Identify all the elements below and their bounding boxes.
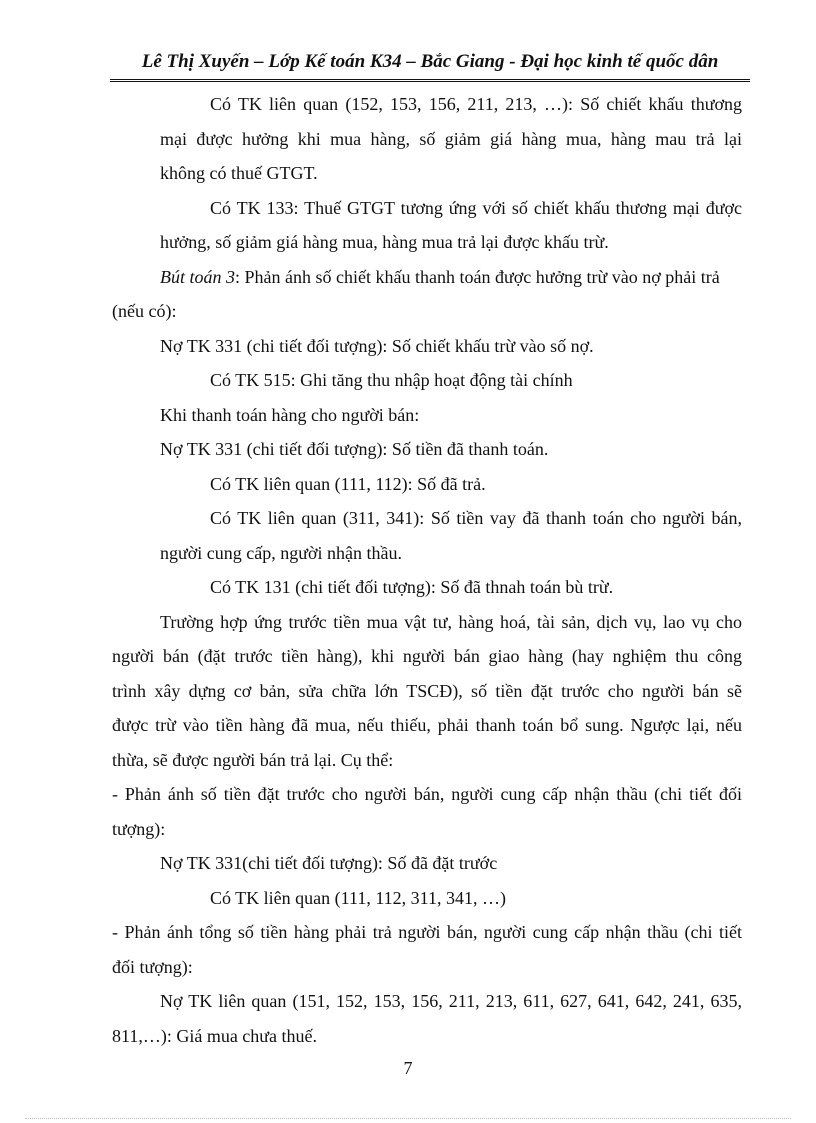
text-line: người bán (đặt trước tiền hàng), khi người bán giao hàng (hay nghiệm thu công <box>112 646 742 666</box>
text-line <box>160 264 720 290</box>
text-line: Có TK 133: Thuế GTGT tương ứng với số chiết khấu thương mại được <box>210 198 742 218</box>
text-line: Có TK liên quan (111, 112, 311, 341, …) <box>210 888 506 908</box>
text-line: trình xây dựng cơ bản, sửa chữa lớn TSCĐ), số tiền đặt trước cho người bán sẽ <box>112 681 742 701</box>
text-line: tượng): <box>112 819 166 839</box>
text-line: Có TK 131 (chi tiết đối tượng): Số đã thnah toán bù trừ. <box>210 577 614 597</box>
page-number: 7 <box>403 1058 413 1078</box>
text-line: Nợ TK 331(chi tiết đối tượng): Số đã đặt trước <box>160 853 498 873</box>
page-bottom-border <box>25 1118 791 1119</box>
text-line: không có thuế GTGT. <box>160 163 318 183</box>
text-line: thừa, sẽ được người bán trả lại. Cụ thể: <box>112 750 394 770</box>
text-line: Nợ TK liên quan (151, 152, 153, 156, 211, 213, 611, 627, 641, 642, 241, 635, <box>160 991 742 1011</box>
text-line: được trừ vào tiền hàng đã mua, nếu thiếu, phải thanh toán bổ sung. Ngược lại, nếu <box>112 715 742 735</box>
text-line: Khi thanh toán hàng cho người bán: <box>160 405 420 425</box>
entry-label: Bút toán 3 <box>160 267 235 287</box>
text-line: người cung cấp, người nhận thầu. <box>160 543 402 563</box>
text-line: - Phản ánh tổng số tiền hàng phải trả người bán, người cung cấp nhận thầu (chi tiết <box>112 922 742 942</box>
text-line: Có TK liên quan (111, 112): Số đã trả. <box>210 474 486 494</box>
text-line: Trường hợp ứng trước tiền mua vật tư, hàng hoá, tài sản, dịch vụ, lao vụ cho <box>160 612 742 632</box>
text-line: Nợ TK 331 (chi tiết đối tượng): Số tiền đã thanh toán. <box>160 439 549 459</box>
entry-text: : Phản ánh số chiết khấu thanh toán được hưởng trừ vào nợ phải trả <box>235 267 720 287</box>
text-line: đối tượng): <box>112 957 193 977</box>
text-line: Nợ TK 331 (chi tiết đối tượng): Số chiết khấu trừ vào số nợ. <box>160 336 594 356</box>
text-line: 811,…): Giá mua chưa thuế. <box>112 1026 318 1046</box>
text-line: mại được hưởng khi mua hàng, số giảm giá hàng mua, hàng mau trả lại <box>160 129 742 149</box>
text-line: hưởng, số giảm giá hàng mua, hàng mua trả lại được khấu trừ. <box>160 232 609 252</box>
text-line: (nếu có): <box>112 301 177 321</box>
header-divider <box>110 79 750 82</box>
text-line: - Phản ánh số tiền đặt trước cho người bán, người cung cấp nhận thầu (chi tiết đối <box>112 784 742 804</box>
text-line: Có TK liên quan (311, 341): Số tiền vay đã thanh toán cho người bán, <box>210 508 742 528</box>
text-line: Có TK 515: Ghi tăng thu nhập hoạt động tài chính <box>210 370 573 390</box>
text-line: Có TK liên quan (152, 153, 156, 211, 213, …): Số chiết khấu thương <box>210 94 742 114</box>
page-header: Lê Thị Xuyến – Lớp Kế toán K34 – Bắc Giang - Đại học kinh tế quốc dân <box>141 51 719 72</box>
